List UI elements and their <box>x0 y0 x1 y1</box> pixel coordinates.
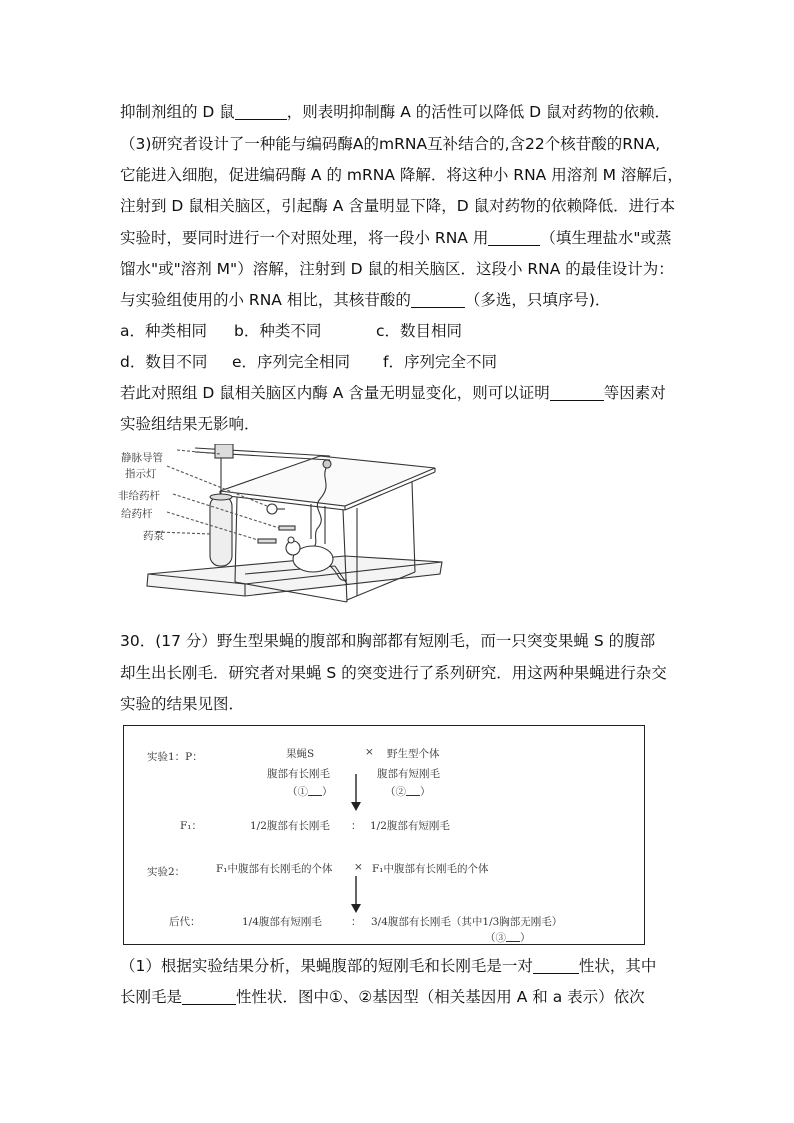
genotype-3-blank[interactable] <box>506 932 520 942</box>
text-line: 馏水"或"溶剂 M"）溶解，注射到 D 鼠的相关脑区．这段小 RNA 的最佳设计为： <box>120 260 674 278</box>
parent-s-name: 果蝇S <box>286 748 315 760</box>
text-line <box>120 227 671 249</box>
text-line: 注射到 D 鼠相关脑区，引起酶 A 含量明显下降，D 鼠对药物的依赖降低．进行本 <box>120 197 676 215</box>
text-fragment: （1）根据实验结果分析，果蝇腹部的短刚毛和长刚毛是一对 <box>120 957 533 975</box>
genotype-2 <box>385 784 431 799</box>
cross-symbol: × <box>354 861 363 873</box>
offspring-label: 后代： <box>169 916 201 928</box>
f1-label: F₁： <box>180 820 202 832</box>
option-a: a．种类相同 <box>120 322 207 340</box>
text-fragment: （填生理盐水"或蒸 <box>540 229 672 247</box>
genotype-3 <box>485 930 531 945</box>
parent-wild-trait: 腹部有短刚毛 <box>377 768 440 780</box>
f1-long-bristle: 1/2腹部有长刚毛 <box>250 820 330 832</box>
text-line <box>120 101 670 123</box>
text-fragment: 与实验组使用的小 RNA 相比，其核苷酸的 <box>120 291 411 309</box>
text-line: 实验组结果无影响． <box>120 415 260 433</box>
text-fragment: 性性状．图中①、②基因型（相关基因用 A 和 a 表示）依次 <box>236 988 645 1006</box>
label-drug-pump: 药泵 <box>143 530 164 542</box>
answer-blank[interactable] <box>411 291 465 308</box>
offspring-long: 3/4腹部有长刚毛（其中1/3胸部无刚毛） <box>371 916 563 928</box>
text-fragment: 性状，其中 <box>578 957 657 975</box>
answer-blank[interactable] <box>488 229 540 246</box>
exp2-parent-left: F₁中腹部有长刚毛的个体 <box>216 863 333 875</box>
parent-s-trait: 腹部有长刚毛 <box>267 768 330 780</box>
option-c: c．数目相同 <box>376 322 463 340</box>
label-vein-catheter: 静脉导管 <box>121 452 163 464</box>
text-line <box>120 986 645 1008</box>
answer-blank[interactable] <box>533 957 579 974</box>
text-line <box>120 289 610 311</box>
option-d: d．数目不同 <box>120 353 208 371</box>
text-fragment: 实验时，要同时进行一个对照处理，将一段小 RNA 用 <box>120 229 489 247</box>
parent-wild-name: 野生型个体 <box>387 748 440 760</box>
paren: ） <box>322 786 333 798</box>
answer-blank[interactable] <box>550 384 604 401</box>
f1-short-bristle: 1/2腹部有短刚毛 <box>370 820 450 832</box>
exp2-parent-right: F₁中腹部有长刚毛的个体 <box>372 863 489 875</box>
f1-colon: ： <box>351 820 362 832</box>
down-arrow-1 <box>350 774 362 812</box>
apparatus-drawing <box>115 444 447 604</box>
text-line: 30．(17 分）野生型果蝇的腹部和胸部都有短刚毛，而一只突变果蝇 S 的腹部 <box>120 632 656 650</box>
text-line <box>120 955 656 977</box>
text-line: （3)研究者设计了一种能与编码酶A的mRNA互补结合的,含22个核苷酸的RNA, <box>120 135 661 153</box>
offspring-colon: ： <box>351 916 362 928</box>
label-drug-lever: 给药杆 <box>121 508 153 520</box>
exp2-label: 实验2： <box>147 866 186 878</box>
option-e: e．序列完全相同 <box>232 353 351 371</box>
cross-diagram <box>123 725 645 945</box>
text-line <box>120 382 666 404</box>
experiment-apparatus-figure <box>115 444 447 604</box>
text-fragment: 若此对照组 D 鼠相关脑区内酶 A 含量无明显变化，则可以证明 <box>120 384 550 402</box>
text-fragment: 等因素对 <box>603 384 666 402</box>
genotype-1-blank[interactable] <box>308 786 322 796</box>
label-indicator-light: 指示灯 <box>125 468 157 480</box>
down-arrow-2 <box>350 876 362 914</box>
option-f: f．序列完全不同 <box>383 353 497 371</box>
paren: ） <box>420 786 431 798</box>
text-fragment: 长刚毛是 <box>120 988 183 1006</box>
genotype-2-blank[interactable] <box>406 786 420 796</box>
answer-blank[interactable] <box>182 988 236 1005</box>
text-fragment: ，则表明抑制酶 A 的活性可以降低 D 鼠对药物的依赖． <box>286 103 671 121</box>
text-fragment: 抑制剂组的 D 鼠 <box>120 103 235 121</box>
option-b: b．种类不同 <box>234 322 322 340</box>
text-line: 却生出长刚毛．研究者对果蝇 S 的突变进行了系列研究．用这两种果蝇进行杂交 <box>120 664 667 682</box>
exp1-label: 实验1：P： <box>147 751 203 763</box>
genotype-1 <box>287 784 333 799</box>
answer-blank[interactable] <box>235 103 287 120</box>
text-line: 实验的结果见图． <box>120 695 245 713</box>
cross-symbol: × <box>365 746 374 758</box>
label-non-drug-lever: 非给药杆 <box>118 490 160 502</box>
offspring-short: 1/4腹部有短刚毛 <box>242 916 322 928</box>
genotype-3-label: （③ <box>485 932 506 944</box>
genotype-2-label: （② <box>385 786 406 798</box>
text-line: 它能进入细胞，促进编码酶 A 的 mRNA 降解．将这种小 RNA 用溶剂 M 溶解后， <box>120 166 683 184</box>
paren: ） <box>520 932 531 944</box>
text-fragment: （多选，只填序号)． <box>464 291 611 309</box>
genotype-1-label: （① <box>287 786 308 798</box>
